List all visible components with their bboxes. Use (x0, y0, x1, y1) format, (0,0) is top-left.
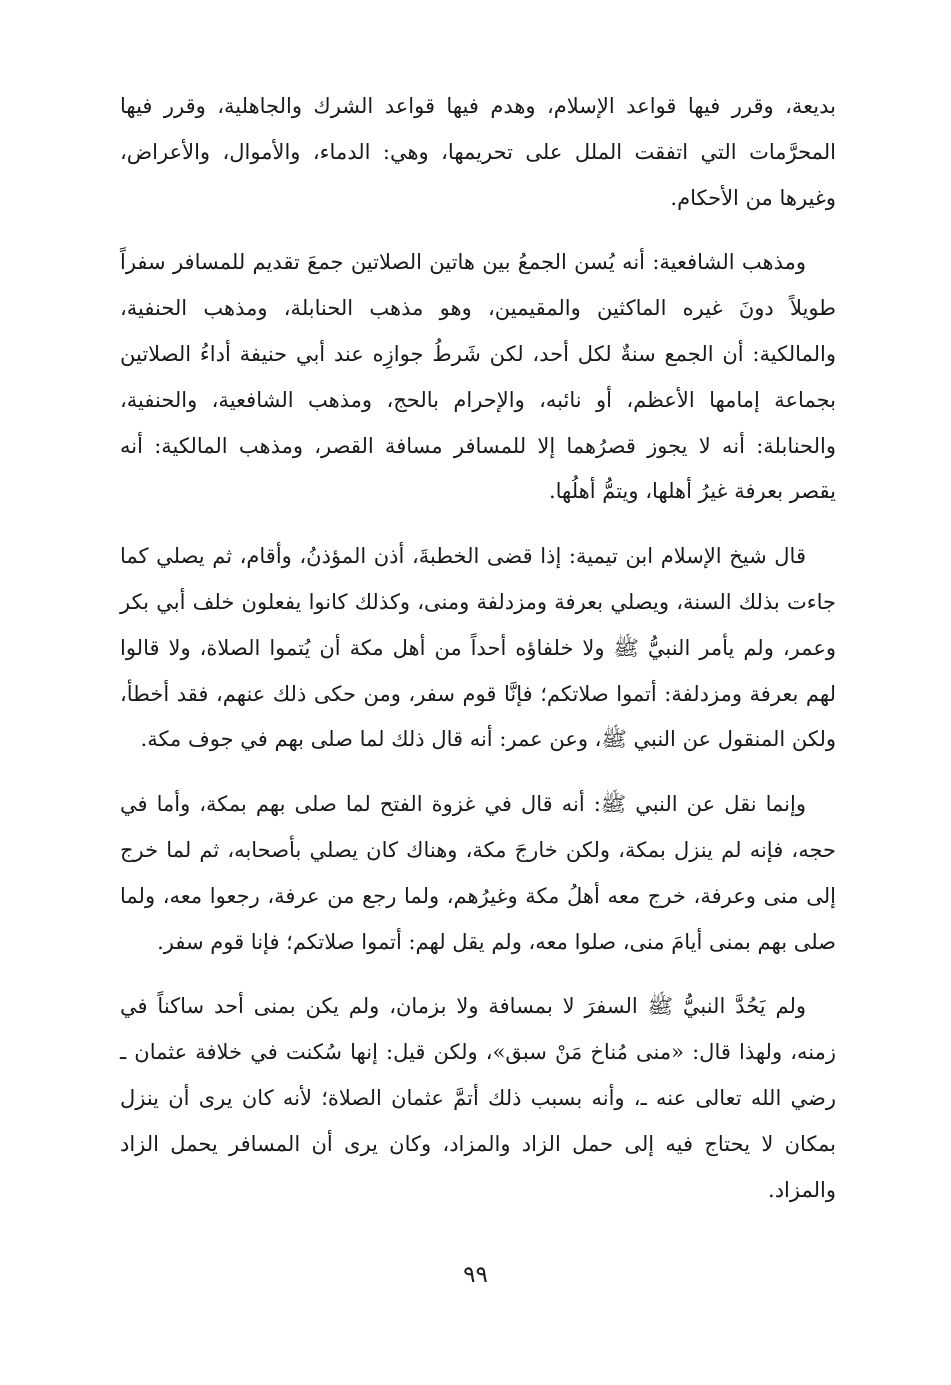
paragraph-3: قال شيخ الإسلام ابن تيمية: إذا قضى الخطبةَ، أذن المؤذنُ، وأقام، ثم يصلي كما جاءت بذلك السنة، ويصلي بعرفة ومزدلفة ومنى، وكذلك كانوا يفعلون خلف أبي بكر وعمر، ولم يأمر النبيُّ ﷺ ولا خلفاؤه أحداً من أهل مكة أن يُتموا الصلاة، ولا قالوا لهم بعرفة ومزدلفة: أتموا صلاتكم؛ فإنَّا قوم سفر، ومن حكى ذلك عنهم، فقد أخطأ، ولكن المنقول عن النبي ﷺ، وعن عمر: أنه قال ذلك لما صلى بهم في جوف مكة. (120, 544, 836, 752)
page-number: ٩٩ (463, 1262, 488, 1288)
body-text (120, 84, 836, 1232)
paragraph-1: بديعة، وقرر فيها قواعد الإسلام، وهدم فيها قواعد الشرك والجاهلية، وقرر فيها المحرَّمات التي اتفقت الملل على تحريمها، وهي: الدماء، والأموال، والأعراض، وغيرها من الأحكام. (120, 94, 836, 210)
paragraph-5: ولم يَحُدَّ النبيُّ ﷺ السفرَ لا بمسافة ولا بزمان، ولم يكن بمنى أحد ساكناً في زمنه، ولهذا قال: «منى مُناخ مَنْ سبق»، ولكن قيل: إنها سُكنت في خلافة عثمان ـ رضي الله تعالى عنه ـ، وأنه بسبب ذلك أتمَّ عثمان الصلاة؛ لأنه كان يرى أن ينزل بمكان لا يحتاج فيه إلى حمل الزاد والمزاد، وكان يرى أن المسافر يحمل الزاد والمزاد. (120, 994, 836, 1202)
paragraph-2: ومذهب الشافعية: أنه يُسن الجمعُ بين هاتين الصلاتين جمعَ تقديم للمسافر سفراً طويلاً دونَ غيره الماكثين والمقيمين، وهو مذهب الحنابلة، ومذهب الحنفية، والمالكية: أن الجمع سنةٌ لكل أحد، لكن شَرطُ جوازِه عند أبي حنيفة أداءُ الصلاتين بجماعة إمامها الأعظم، أو نائبه، والإحرام بالحج، ومذهب الشافعية، والحنفية، والحنابلة: أنه لا يجوز قصرُهما إلا للمسافر مسافة القصر، ومذهب المالكية: أنه يقصر بعرفة غيرُ أهلها، ويتمُّ أهلُها. (120, 250, 836, 504)
paragraph-4: وإنما نقل عن النبي ﷺ: أنه قال في غزوة الفتح لما صلى بهم بمكة، وأما في حجه، فإنه لم ينزل بمكة، ولكن خارجَ مكة، وهناك كان يصلي بأصحابه، ثم لما خرج إلى منى وعرفة، خرج معه أهلُ مكة وغيرُهم، ولما رجع من عرفة، رجعوا معه، ولما صلى بهم بمنى أيامَ منى، صلوا معه، ولم يقل لهم: أتموا صلاتكم؛ فإنا قوم سفر. (120, 792, 836, 954)
